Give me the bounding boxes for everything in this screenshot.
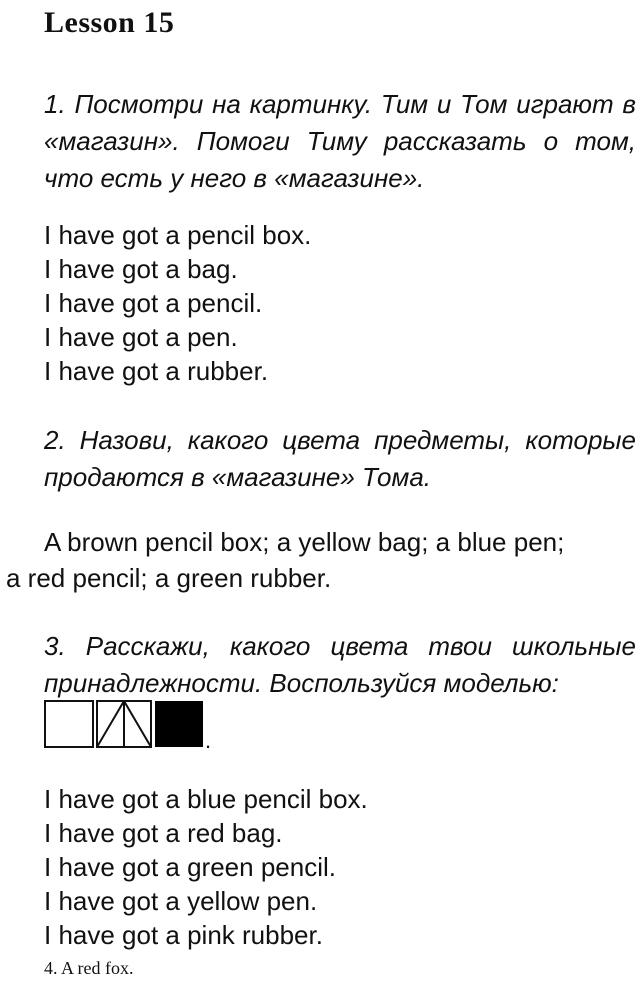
model-shapes-icon bbox=[44, 700, 214, 750]
task-1-answers bbox=[44, 218, 311, 388]
task-4-answer: 4. A red fox. bbox=[44, 958, 134, 978]
filled-square-icon bbox=[155, 701, 203, 747]
answer-line: I have got a pink rubber. bbox=[44, 920, 323, 950]
model-period: . bbox=[205, 728, 212, 750]
answer-line: I have got a blue pencil box. bbox=[44, 784, 368, 814]
answer-line: I have got a pencil box. bbox=[44, 220, 312, 250]
triangle-in-square-icon bbox=[97, 701, 151, 747]
task-1-instruction: 1. Посмотри на картинку. Тим и Том играют в «магазин». Помоги Тиму рассказать о том, что есть у него в «магазине». bbox=[44, 89, 636, 193]
task-3-answers bbox=[44, 782, 368, 952]
answer-line: I have got a bag. bbox=[44, 254, 238, 284]
answer-line: I have got a yellow pen. bbox=[44, 886, 318, 916]
task-2-instruction: 2. Назови, какого цвета предметы, которые продаются в «магазине» Тома. bbox=[44, 425, 636, 492]
answer-line: I have got a red bag. bbox=[44, 818, 283, 848]
task-2-answer-line-1: A brown pencil box; a yellow bag; a blue pen; bbox=[44, 527, 565, 557]
answer-line: I have got a rubber. bbox=[44, 356, 269, 386]
empty-square-icon bbox=[45, 701, 93, 747]
answer-line: I have got a green pencil. bbox=[44, 852, 336, 882]
task-2-answer bbox=[0, 524, 640, 596]
answer-line: I have got a pencil. bbox=[44, 288, 263, 318]
task-2-answer-line-2: a red pencil; a green rubber. bbox=[6, 563, 332, 593]
task-3-instruction: 3. Расскажи, какого цвета твои школьные принадлежности. Воспользуйся моделью: bbox=[44, 631, 636, 698]
answer-line: I have got a pen. bbox=[44, 322, 238, 352]
lesson-title: Lesson 15 bbox=[44, 6, 175, 39]
